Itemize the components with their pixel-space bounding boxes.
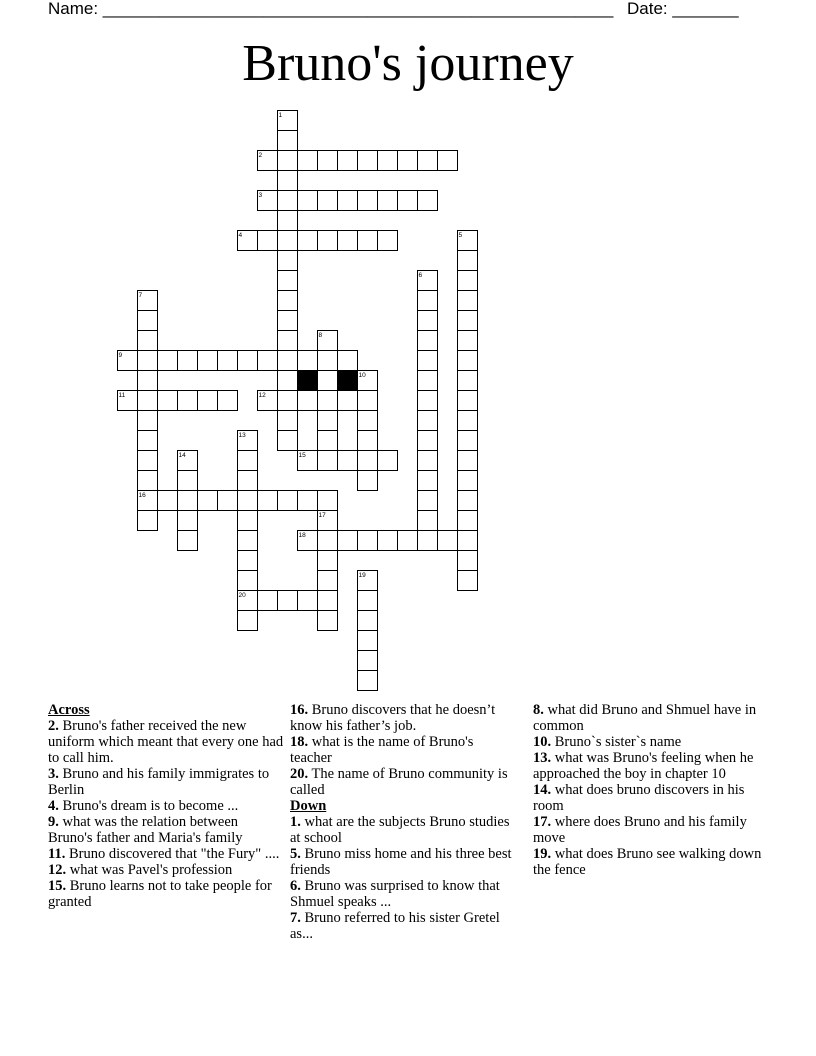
- crossword-cell[interactable]: [458, 251, 478, 271]
- crossword-cell[interactable]: [278, 271, 298, 291]
- crossword-cell[interactable]: [298, 351, 318, 371]
- crossword-cell[interactable]: [278, 351, 298, 371]
- crossword-cell[interactable]: [278, 131, 298, 151]
- clue-number: 2.: [48, 718, 59, 734]
- clue-text: what was Bruno's feeling when he approached the boy in chapter 10: [533, 750, 754, 782]
- crossword-cell[interactable]: [458, 331, 478, 351]
- date-field-label: Date: _______: [627, 0, 739, 18]
- across-clue: [48, 718, 284, 766]
- crossword-cell[interactable]: [338, 151, 358, 171]
- clue-number: 13.: [533, 750, 552, 766]
- clue-text: what does bruno discovers in his room: [533, 782, 745, 814]
- crossword-cell[interactable]: [178, 531, 198, 551]
- crossword-cell[interactable]: [438, 151, 458, 171]
- crossword-cell[interactable]: [418, 411, 438, 431]
- crossword-cell[interactable]: [458, 291, 478, 311]
- crossword-cell[interactable]: [438, 531, 458, 551]
- crossword-cell[interactable]: [378, 151, 398, 171]
- down-clue: [533, 702, 765, 734]
- clue-text: Bruno's father received the new uniform which meant that every one had to call him.: [48, 718, 284, 766]
- cell-number: 19: [358, 572, 366, 579]
- clue-text: Bruno learns not to take people for granted: [48, 878, 272, 910]
- crossword-cell[interactable]: [458, 471, 478, 491]
- crossword-cell[interactable]: [298, 151, 318, 171]
- crossword-cell[interactable]: [238, 531, 258, 551]
- crossword-cell[interactable]: [198, 391, 218, 411]
- clue-number: 7.: [290, 910, 301, 926]
- crossword-cell[interactable]: [218, 491, 238, 511]
- crossword-cell[interactable]: [318, 551, 338, 571]
- crossword-cell[interactable]: [278, 231, 298, 251]
- crossword-cell[interactable]: [418, 311, 438, 331]
- crossword-cell[interactable]: [318, 411, 338, 431]
- crossword-cell[interactable]: [138, 391, 158, 411]
- crossword-cell[interactable]: [258, 491, 278, 511]
- crossword-cell[interactable]: [358, 191, 378, 211]
- clue-number: 19.: [533, 846, 552, 862]
- crossword-cell[interactable]: [378, 451, 398, 471]
- cell-number: 1: [278, 112, 283, 119]
- crossword-cell[interactable]: [318, 231, 338, 251]
- crossword-cell[interactable]: [378, 191, 398, 211]
- cell-number: 20: [238, 592, 246, 599]
- crossword-cell[interactable]: [358, 411, 378, 431]
- clue-text: what was the relation between Bruno's father and Maria's family: [48, 814, 243, 846]
- clue-text: The name of Bruno community is called: [290, 766, 508, 798]
- clue-text: Bruno was surprised to know that Shmuel speaks ...: [290, 878, 500, 910]
- crossword-cell[interactable]: [178, 511, 198, 531]
- crossword-cell[interactable]: [178, 491, 198, 511]
- crossword-cell[interactable]: [358, 451, 378, 471]
- cell-number: 3: [258, 192, 263, 199]
- crossword-cell[interactable]: [318, 591, 338, 611]
- across-clue: [48, 798, 284, 814]
- clue-number: 15.: [48, 878, 67, 894]
- down-clue: [290, 910, 518, 942]
- crossword-cell[interactable]: [358, 151, 378, 171]
- clue-text: Bruno and his family immigrates to Berlin: [48, 766, 270, 798]
- crossword-cell[interactable]: [138, 351, 158, 371]
- crossword-cell[interactable]: [178, 391, 198, 411]
- cell-number: 14: [178, 452, 186, 459]
- crossword-cell[interactable]: [418, 371, 438, 391]
- crossword-cell[interactable]: [418, 351, 438, 371]
- clue-text: what was Pavel's profession: [66, 862, 233, 878]
- crossword-cell[interactable]: [398, 531, 418, 551]
- cell-number: 10: [358, 372, 366, 379]
- crossword-cell[interactable]: [458, 551, 478, 571]
- clue-number: 14.: [533, 782, 552, 798]
- across-clue: [290, 766, 518, 798]
- crossword-cell[interactable]: [458, 531, 478, 551]
- crossword-cell[interactable]: [358, 651, 378, 671]
- crossword-cell[interactable]: [358, 631, 378, 651]
- clue-text: what are the subjects Bruno studies at school: [290, 814, 510, 846]
- crossword-cell[interactable]: [318, 431, 338, 451]
- crossword-cell[interactable]: [238, 511, 258, 531]
- clue-text: what did Bruno and Shmuel have in common: [533, 702, 757, 734]
- crossword-cell[interactable]: [458, 451, 478, 471]
- crossword-cell[interactable]: [458, 411, 478, 431]
- cell-number: 15: [298, 452, 306, 459]
- down-clue: [290, 846, 518, 878]
- crossword-cell[interactable]: [458, 431, 478, 451]
- clue-text: what is the name of Bruno's teacher: [290, 734, 474, 766]
- crossword-cell[interactable]: [318, 491, 338, 511]
- crossword-cell[interactable]: [418, 191, 438, 211]
- crossword-cell[interactable]: [158, 391, 178, 411]
- crossword-cell[interactable]: [318, 571, 338, 591]
- crossword-cell[interactable]: [338, 191, 358, 211]
- crossword-cell[interactable]: [418, 471, 438, 491]
- cell-number: 6: [418, 272, 423, 279]
- crossword-cell[interactable]: [358, 431, 378, 451]
- clue-number: 5.: [290, 846, 301, 862]
- crossword-cell[interactable]: [318, 451, 338, 471]
- crossword-cell[interactable]: [418, 531, 438, 551]
- crossword-cell[interactable]: [298, 191, 318, 211]
- crossword-cell[interactable]: [318, 151, 338, 171]
- cell-number: 7: [138, 292, 143, 299]
- clue-number: 6.: [290, 878, 301, 894]
- clue-number: 17.: [533, 814, 552, 830]
- clue-number: 8.: [533, 702, 544, 718]
- clue-number: 4.: [48, 798, 59, 814]
- crossword-cell[interactable]: [278, 311, 298, 331]
- crossword-cell[interactable]: [358, 471, 378, 491]
- crossword-cell[interactable]: [238, 491, 258, 511]
- crossword-cell[interactable]: [238, 471, 258, 491]
- crossword-cell[interactable]: [378, 531, 398, 551]
- crossword-cell[interactable]: [138, 431, 158, 451]
- crossword-cell[interactable]: [278, 591, 298, 611]
- crossword-cell[interactable]: [298, 491, 318, 511]
- crossword-cell[interactable]: [278, 291, 298, 311]
- crossword-cell[interactable]: [418, 491, 438, 511]
- cell-number: 9: [118, 352, 123, 359]
- crossword-cell[interactable]: [358, 391, 378, 411]
- crossword-cell[interactable]: [278, 251, 298, 271]
- clue-number: 9.: [48, 814, 59, 830]
- clue-number: 18.: [290, 734, 309, 750]
- crossword-cell[interactable]: [278, 171, 298, 191]
- clue-number: 16.: [290, 702, 309, 718]
- across-clue: [48, 878, 284, 910]
- crossword-cell[interactable]: [238, 551, 258, 571]
- crossword-cell[interactable]: [138, 451, 158, 471]
- crossword-cell[interactable]: [318, 391, 338, 411]
- clue-text: Bruno's dream is to become ...: [58, 798, 239, 814]
- clues-column-1: [48, 702, 284, 910]
- clues-column-3: [533, 702, 765, 878]
- crossword-cell[interactable]: [138, 311, 158, 331]
- down-clue: [533, 846, 765, 878]
- crossword-cell[interactable]: [198, 491, 218, 511]
- cell-number: 17: [318, 512, 326, 519]
- crossword-cell[interactable]: [338, 531, 358, 551]
- across-clue: [48, 766, 284, 798]
- crossword-cell[interactable]: [138, 411, 158, 431]
- crossword-cell[interactable]: [198, 351, 218, 371]
- cell-number: 5: [458, 232, 463, 239]
- across-heading: Across: [48, 702, 90, 718]
- across-clue: [48, 846, 284, 862]
- crossword-cell[interactable]: [138, 371, 158, 391]
- crossword-cell[interactable]: [278, 151, 298, 171]
- crossword-cell[interactable]: [278, 411, 298, 431]
- crossword-cell[interactable]: [278, 211, 298, 231]
- across-clue: [48, 814, 284, 846]
- crossword-cell[interactable]: [278, 371, 298, 391]
- down-clue: [290, 878, 518, 910]
- across-clue: [290, 734, 518, 766]
- crossword-cell[interactable]: [218, 391, 238, 411]
- clue-text: Bruno discovered that "the Fury" ....: [65, 846, 280, 862]
- crossword-cell[interactable]: [378, 231, 398, 251]
- cell-number: 11: [118, 392, 126, 399]
- clue-text: where does Bruno and his family move: [533, 814, 747, 846]
- cell-number: 16: [138, 492, 146, 499]
- crossword-cell[interactable]: [258, 351, 278, 371]
- crossword-cell[interactable]: [258, 231, 278, 251]
- crossword-cell[interactable]: [218, 351, 238, 371]
- crossword-cell[interactable]: [318, 371, 338, 391]
- cell-number: 13: [238, 432, 246, 439]
- clue-number: 20.: [290, 766, 309, 782]
- crossword-cell[interactable]: [138, 331, 158, 351]
- crossword-cell[interactable]: [138, 471, 158, 491]
- crossword-cell[interactable]: [398, 191, 418, 211]
- crossword-cell[interactable]: [318, 611, 338, 631]
- crossword-cell[interactable]: [278, 431, 298, 451]
- crossword-cell[interactable]: [158, 351, 178, 371]
- crossword-cell[interactable]: [358, 671, 378, 691]
- across-clue: [48, 862, 284, 878]
- clue-text: Bruno discovers that he doesn’t know his father’s job.: [290, 702, 496, 734]
- black-cell: [298, 371, 318, 391]
- down-clue: [533, 814, 765, 846]
- clue-number: 3.: [48, 766, 59, 782]
- page-title: Bruno's journey: [242, 35, 574, 92]
- crossword-cell[interactable]: [278, 191, 298, 211]
- cell-number: 12: [258, 392, 266, 399]
- clue-text: Bruno referred to his sister Gretel as...: [290, 910, 500, 942]
- crossword-cell[interactable]: [398, 151, 418, 171]
- crossword-cell[interactable]: [298, 391, 318, 411]
- cell-number: 2: [258, 152, 263, 159]
- crossword-cell[interactable]: [298, 591, 318, 611]
- crossword-cell[interactable]: [458, 391, 478, 411]
- crossword-cell[interactable]: [278, 491, 298, 511]
- clue-text: what does Bruno see walking down the fence: [533, 846, 762, 878]
- crossword-cell[interactable]: [458, 311, 478, 331]
- crossword-cell[interactable]: [158, 491, 178, 511]
- crossword-cell[interactable]: [338, 351, 358, 371]
- crossword-cell[interactable]: [418, 451, 438, 471]
- crossword-cell[interactable]: [418, 391, 438, 411]
- crossword-cell[interactable]: [458, 571, 478, 591]
- crossword-cell[interactable]: [458, 371, 478, 391]
- crossword-cell[interactable]: [178, 351, 198, 371]
- crossword-cell[interactable]: [238, 351, 258, 371]
- crossword-cell[interactable]: [298, 231, 318, 251]
- crossword-cell[interactable]: [458, 511, 478, 531]
- crossword-cell[interactable]: [318, 191, 338, 211]
- crossword-cell[interactable]: [418, 151, 438, 171]
- crossword-cell[interactable]: [278, 331, 298, 351]
- clues-column-2: [290, 702, 518, 942]
- crossword-cell[interactable]: [238, 611, 258, 631]
- cell-number: 18: [298, 532, 306, 539]
- clue-number: 1.: [290, 814, 301, 830]
- crossword-cell[interactable]: [338, 391, 358, 411]
- down-heading: Down: [290, 798, 327, 814]
- clue-text: Bruno miss home and his three best friends: [290, 846, 512, 878]
- crossword-cell[interactable]: [318, 351, 338, 371]
- crossword-cell[interactable]: [458, 351, 478, 371]
- crossword-cell[interactable]: [358, 611, 378, 631]
- crossword-cell[interactable]: [458, 271, 478, 291]
- cell-number: 8: [318, 332, 323, 339]
- down-clue: [533, 750, 765, 782]
- crossword-cell[interactable]: [238, 571, 258, 591]
- clue-number: 10.: [533, 734, 552, 750]
- crossword-cell[interactable]: [238, 451, 258, 471]
- crossword-cell[interactable]: [338, 231, 358, 251]
- crossword-cell[interactable]: [418, 331, 438, 351]
- crossword-cell[interactable]: [338, 451, 358, 471]
- black-cell: [338, 371, 358, 391]
- crossword-cell[interactable]: [358, 531, 378, 551]
- crossword-cell[interactable]: [458, 491, 478, 511]
- crossword-cell[interactable]: [258, 591, 278, 611]
- clue-number: 12.: [48, 862, 67, 878]
- crossword-cell[interactable]: [358, 591, 378, 611]
- crossword-cell[interactable]: [418, 511, 438, 531]
- crossword-cell[interactable]: [318, 531, 338, 551]
- across-clue: [290, 702, 518, 734]
- name-field-label: Name: ______________________________________________________: [48, 0, 614, 18]
- crossword-cell[interactable]: [358, 231, 378, 251]
- clue-number: 11.: [48, 846, 66, 862]
- cell-number: 4: [238, 232, 243, 239]
- crossword-cell[interactable]: [418, 291, 438, 311]
- crossword-cell[interactable]: [178, 471, 198, 491]
- down-clue: [533, 782, 765, 814]
- crossword-cell[interactable]: [138, 511, 158, 531]
- clue-text: Bruno`s sister`s name: [551, 734, 682, 750]
- down-clue: [290, 814, 518, 846]
- crossword-cell[interactable]: [278, 391, 298, 411]
- crossword-cell[interactable]: [418, 431, 438, 451]
- down-clue: [533, 734, 765, 750]
